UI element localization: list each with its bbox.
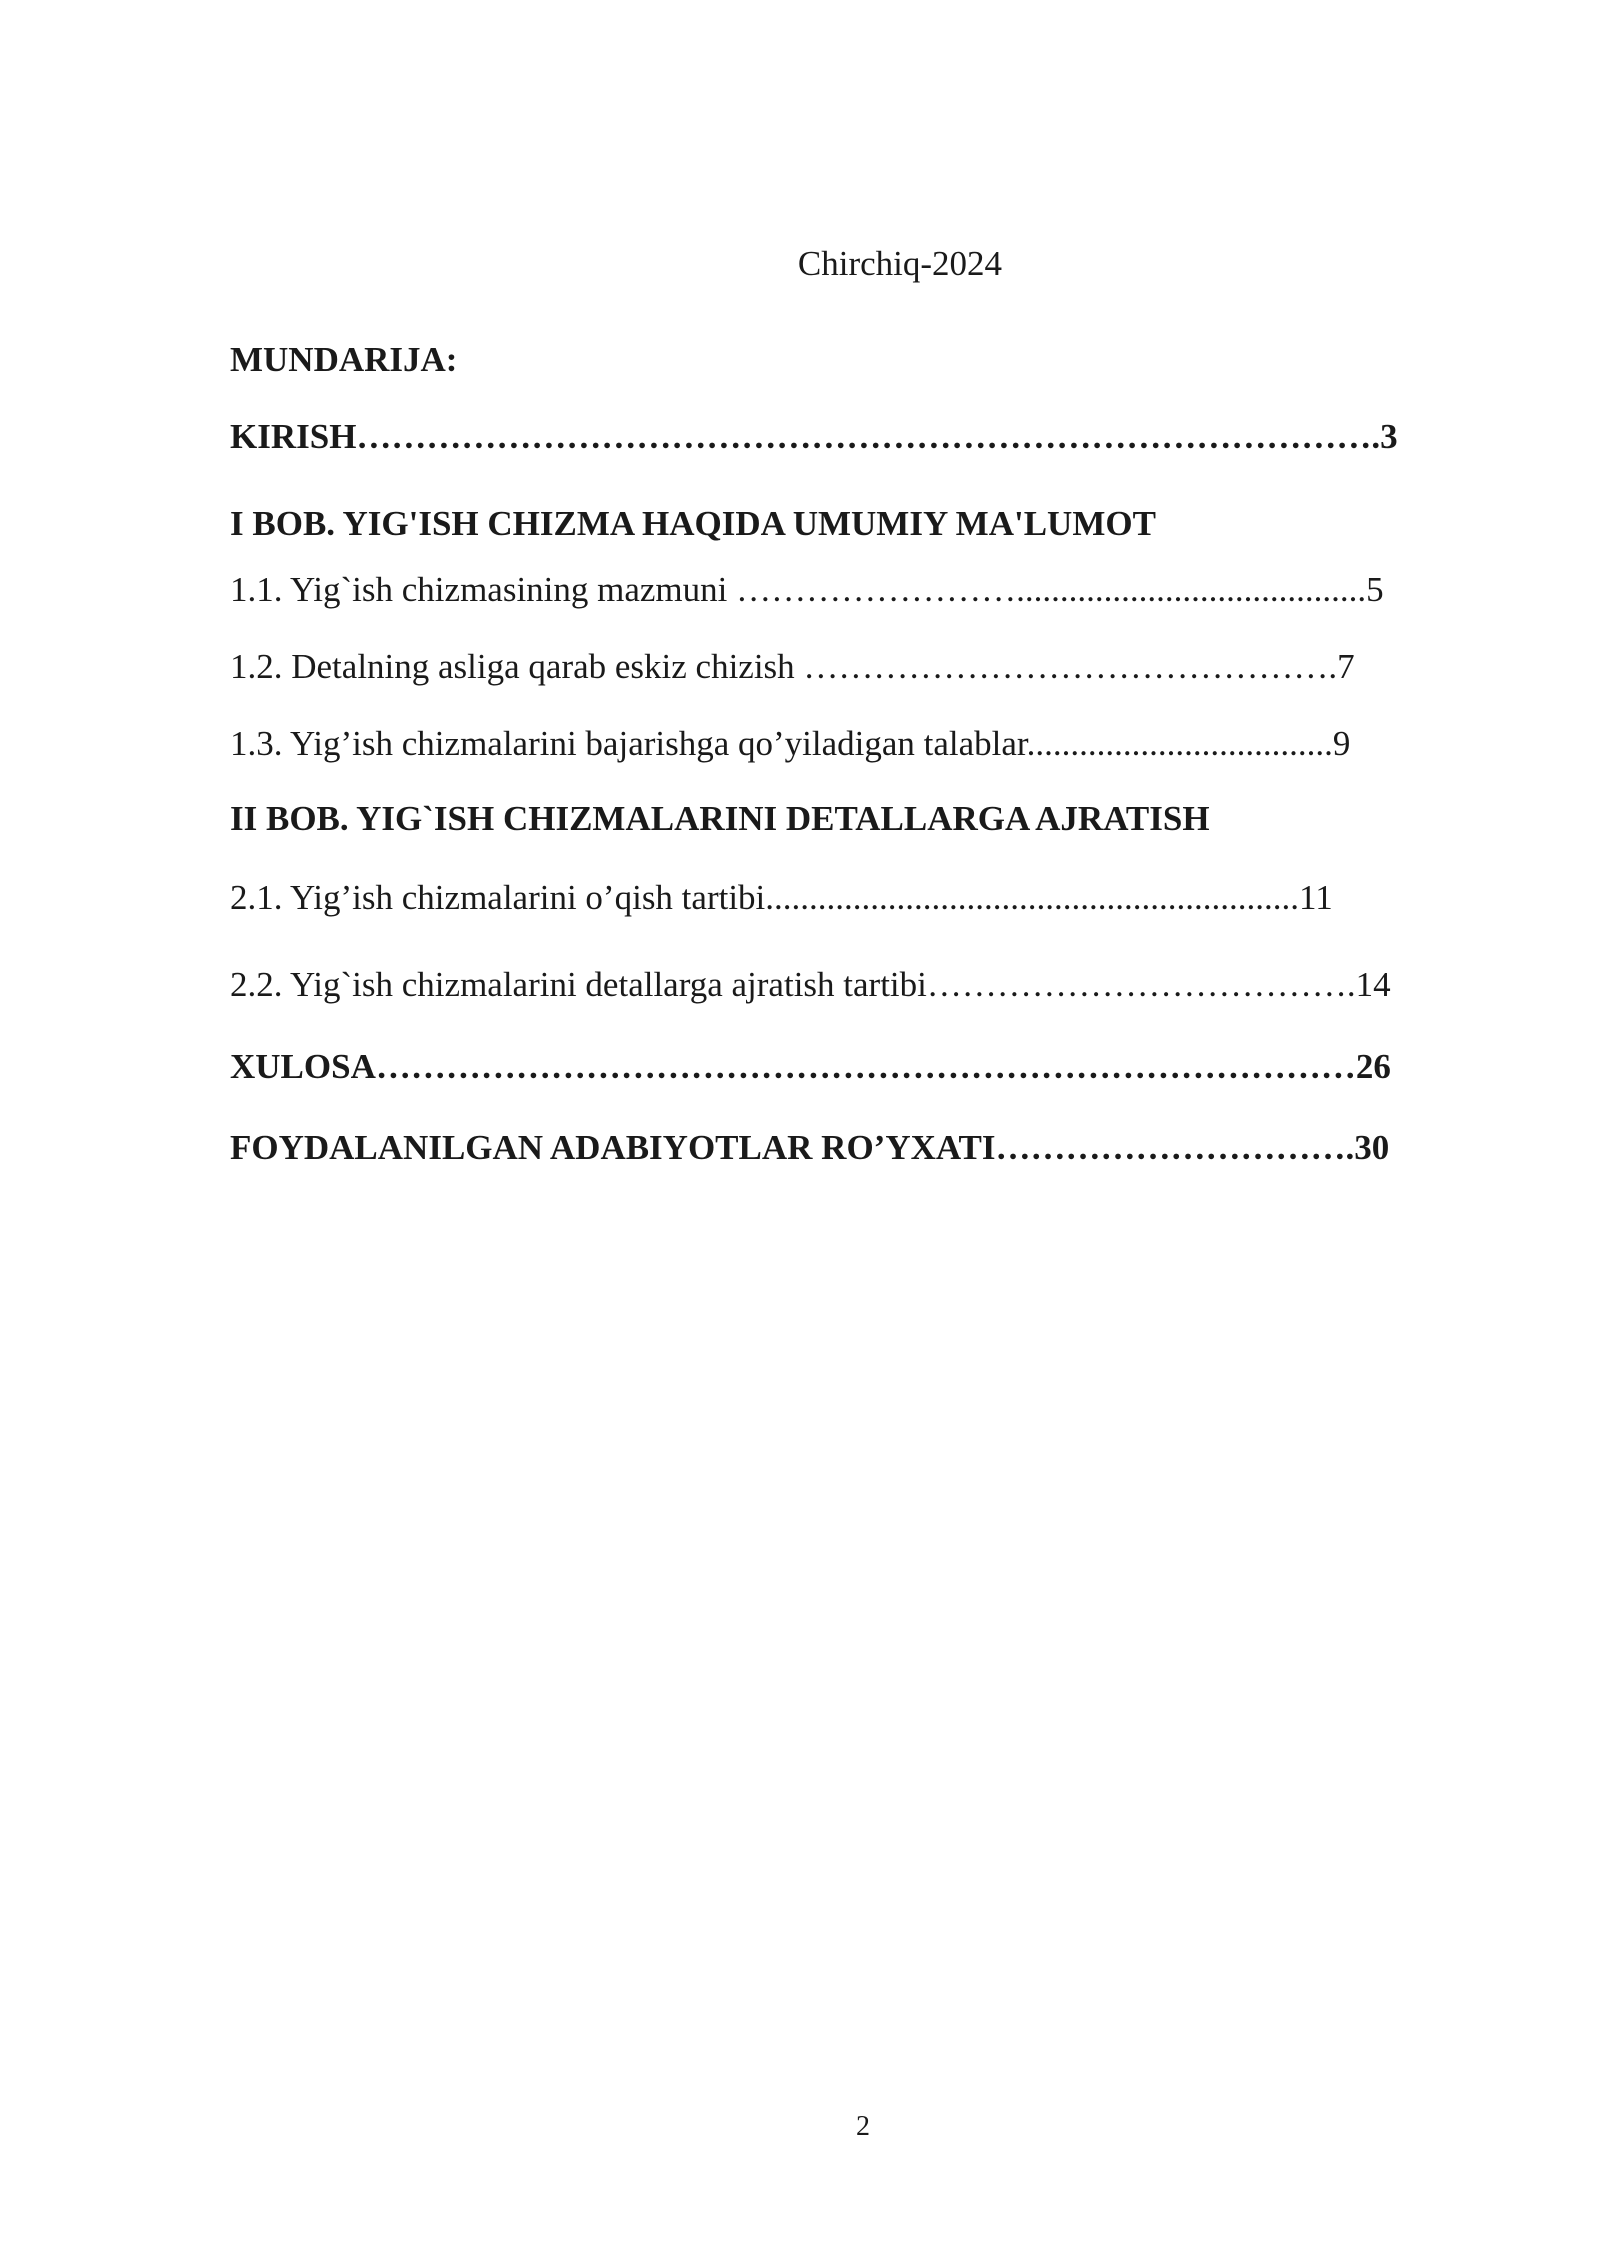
toc-entry-xulosa: XULOSA…………………………………………………………………………26 [230, 1047, 1391, 1086]
toc-heading: MUNDARIJA: [230, 340, 458, 379]
page-number: 2 [856, 2111, 870, 2142]
toc-entry-2-1: 2.1. Yig’ish chizmalarini o’qish tartibi.............................................................11 [230, 878, 1333, 917]
toc-entry-2-2: 2.2. Yig`ish chizmalarini detallarga ajratish tartibi……………………………….14 [230, 965, 1391, 1004]
place-date: Chirchiq-2024 [797, 244, 1003, 283]
toc-entry-adabiyotlar: FOYDALANILGAN ADABIYOTLAR RO’YXATI………………………….30 [230, 1128, 1390, 1167]
toc-entry-1-3: 1.3. Yig’ish chizmalarini bajarishga qo’yiladigan talablar...................................9 [230, 724, 1351, 763]
toc-chapter-2: II BOB. YIG`ISH CHIZMALARINI DETALLARGA AJRATISH [230, 799, 1210, 838]
toc-entry-1-2: 1.2. Detalning asliga qarab eskiz chizish ……………………………………….7 [230, 647, 1355, 686]
toc-chapter-1: I BOB. YIG'ISH CHIZMA HAQIDA UMUMIY MA'LUMOT [230, 504, 1156, 543]
toc-entry-1-1: 1.1. Yig`ish chizmasining mazmuni ……………………........................................5 [230, 570, 1384, 609]
toc-entry-kirish: KIRISH…………………………………………………………………………….3 [230, 417, 1398, 456]
